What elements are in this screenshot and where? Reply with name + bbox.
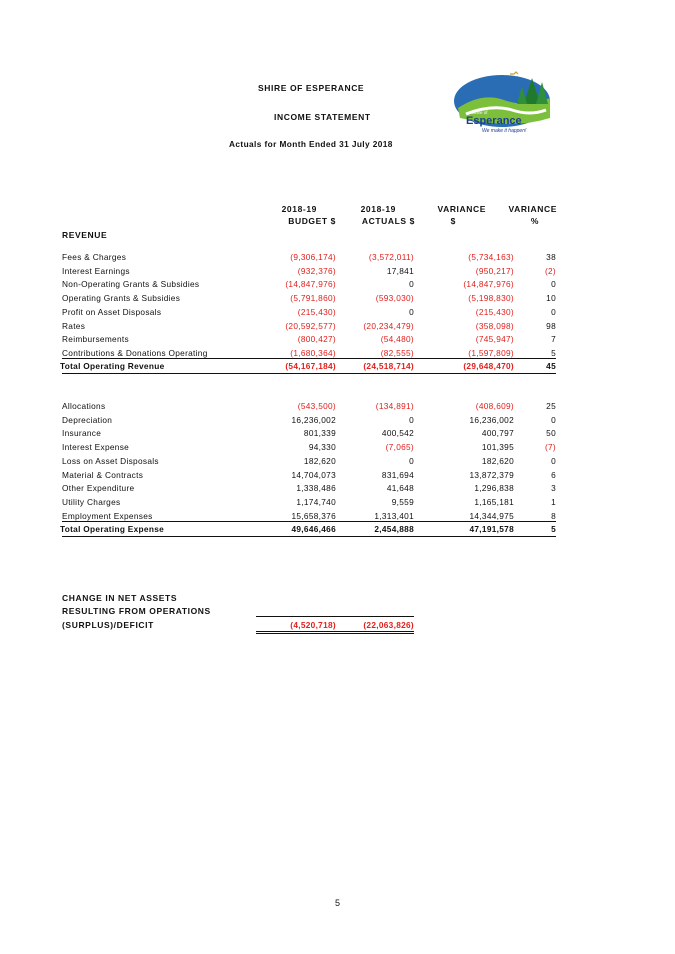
expense-row-actual: 41,648 <box>386 483 414 494</box>
expense-row-variance: 16,236,002 <box>469 414 514 425</box>
statement-title: INCOME STATEMENT <box>274 112 371 122</box>
revenue-row-variance-pct: 7 <box>551 334 556 345</box>
expense-row-label: Interest Expense <box>62 442 130 453</box>
expense-row-label: Insurance <box>62 428 102 439</box>
expense-row-label: Material & Contracts <box>62 469 144 480</box>
shire-logo <box>452 70 556 138</box>
revenue-row-budget: (215,430) <box>297 306 336 317</box>
revenue-row-label: Rates <box>62 320 86 331</box>
revenue-row-label: Non-Operating Grants & Subsidies <box>62 279 200 290</box>
net-actual: (22,063,826) <box>363 620 414 630</box>
revenue-row-budget: (9,306,174) <box>290 252 336 262</box>
net-budget: (4,520,718) <box>290 620 336 630</box>
col-budget-label: BUDGET $ <box>288 216 336 226</box>
expense-row-actual: (134,891) <box>375 401 414 411</box>
revenue-row-budget: (14,847,976) <box>285 279 336 290</box>
net-heading-2: RESULTING FROM OPERATIONS <box>62 606 211 616</box>
expense-row-budget: 16,236,002 <box>291 414 336 425</box>
revenue-row-label: Interest Earnings <box>62 265 130 276</box>
revenue-row-actual: (20,234,479) <box>363 320 414 331</box>
col-variance-label: VARIANCE <box>437 204 486 214</box>
net-top-rule <box>256 616 414 617</box>
statement-period: Actuals for Month Ended 31 July 2018 <box>229 139 393 149</box>
revenue-row-budget: (800,427) <box>297 334 336 345</box>
revenue-row-actual: (54,480) <box>380 334 414 345</box>
expense-row-variance-pct: 6 <box>551 469 556 480</box>
logo-small-text: Shire of <box>472 110 488 115</box>
revenue-row-variance: (14,847,976) <box>463 279 514 290</box>
expense-row-label: Employment Expenses <box>62 510 153 521</box>
revenue-heading: REVENUE <box>62 230 108 240</box>
revenue-row-variance-pct: 38 <box>546 252 556 262</box>
revenue-row-budget: (932,376) <box>297 265 336 276</box>
expense-row-variance: 400,797 <box>481 428 514 439</box>
expense-row-variance: 1,296,838 <box>474 483 514 494</box>
revenue-row-actual: (3,572,011) <box>368 252 414 262</box>
expense-row-budget: 182,620 <box>303 455 336 466</box>
expense-total-actual: 2,454,888 <box>374 524 414 534</box>
expense-row-budget: 14,704,073 <box>291 469 336 480</box>
revenue-total-variance: (29,648,470) <box>463 361 514 371</box>
revenue-row-variance: (358,098) <box>475 320 514 331</box>
revenue-row-variance: (5,198,830) <box>468 293 514 304</box>
revenue-row-actual: 0 <box>409 306 414 317</box>
expense-total-variance-pct: 5 <box>551 524 556 534</box>
revenue-row-label: Operating Grants & Subsidies <box>62 293 181 304</box>
expense-row-budget: (543,500) <box>297 401 336 411</box>
expense-row-budget: 15,658,376 <box>291 510 336 521</box>
expense-row-budget: 1,338,486 <box>296 483 336 494</box>
revenue-row-budget: (1,680,364) <box>290 347 336 358</box>
expense-row-budget: 94,330 <box>308 442 336 453</box>
expense-row-label: Depreciation <box>62 414 113 425</box>
revenue-row-variance: (950,217) <box>475 265 514 276</box>
revenue-row-variance: (215,430) <box>475 306 514 317</box>
revenue-row-variance: (1,597,809) <box>468 347 514 358</box>
revenue-row-actual: 0 <box>409 279 414 290</box>
expense-row-label: Loss on Asset Disposals <box>62 455 159 466</box>
logo-name: Esperance <box>466 115 522 127</box>
revenue-row-variance-pct: 10 <box>546 293 556 304</box>
revenue-row-variance-pct: 5 <box>551 347 556 358</box>
revenue-row-variance-pct: 0 <box>551 279 556 290</box>
revenue-row-variance-pct: 98 <box>546 320 556 331</box>
expense-row-variance-pct: 0 <box>551 455 556 466</box>
col-actuals-label: ACTUALS $ <box>361 216 415 226</box>
logo-tagline: We make it happen! <box>482 128 527 134</box>
expense-row-budget: 1,174,740 <box>296 496 336 507</box>
revenue-row-variance-pct: 0 <box>551 306 556 317</box>
revenue-total-bottom-rule <box>62 373 556 374</box>
revenue-row-actual: 17,841 <box>386 265 414 276</box>
revenue-total-top-rule <box>62 358 556 359</box>
expense-row-budget: 801,339 <box>303 428 336 439</box>
net-heading-3: (SURPLUS)/DEFICIT <box>62 620 154 630</box>
expense-row-variance-pct: (7) <box>544 442 556 453</box>
expense-row-label: Allocations <box>62 401 106 411</box>
expense-row-actual: 1,313,401 <box>374 510 414 521</box>
revenue-row-actual: (593,030) <box>375 293 414 304</box>
net-double-rule-2 <box>256 633 414 634</box>
net-double-rule-1 <box>256 631 414 632</box>
page-number: 5 <box>334 898 340 908</box>
expense-row-variance-pct: 50 <box>546 428 556 439</box>
revenue-row-label: Fees & Charges <box>62 252 127 262</box>
expense-row-variance-pct: 25 <box>546 401 556 411</box>
revenue-total-label: Total Operating Revenue <box>60 361 165 371</box>
expense-row-variance: 182,620 <box>481 455 514 466</box>
expense-row-actual: 0 <box>409 414 414 425</box>
expense-row-actual: (7,065) <box>385 442 414 453</box>
expense-row-variance-pct: 3 <box>551 483 556 494</box>
revenue-total-variance-pct: 45 <box>546 361 556 371</box>
col-actuals-year: 2018-19 <box>360 204 396 214</box>
expense-row-variance: 101,395 <box>481 442 514 453</box>
revenue-row-actual: (82,555) <box>380 347 414 358</box>
revenue-row-variance-pct: (2) <box>544 265 556 276</box>
expense-row-actual: 400,542 <box>381 428 414 439</box>
revenue-row-label: Profit on Asset Disposals <box>62 306 162 317</box>
expense-row-label: Other Expenditure <box>62 483 135 494</box>
expense-row-actual: 9,559 <box>391 496 414 507</box>
expense-row-variance: 1,165,181 <box>474 496 514 507</box>
expense-row-variance: (408,609) <box>475 401 514 411</box>
expense-total-bottom-rule <box>62 536 556 537</box>
expense-row-actual: 831,694 <box>381 469 414 480</box>
col-variance-pct-label: VARIANCE <box>508 204 557 214</box>
expense-total-top-rule <box>62 521 556 522</box>
expense-total-budget: 49,646,466 <box>291 524 336 534</box>
expense-row-variance-pct: 1 <box>551 496 556 507</box>
expense-row-label: Utility Charges <box>62 496 121 507</box>
col-budget-year: 2018-19 <box>281 204 317 214</box>
expense-row-variance: 14,344,975 <box>469 510 514 521</box>
revenue-row-variance: (5,734,163) <box>468 252 514 262</box>
revenue-total-actual: (24,518,714) <box>363 361 414 371</box>
revenue-row-budget: (5,791,860) <box>290 293 336 304</box>
col-variance-unit: $ <box>450 216 456 226</box>
expense-row-actual: 0 <box>409 455 414 466</box>
revenue-total-budget: (54,167,184) <box>285 361 336 371</box>
expense-total-label: Total Operating Expense <box>60 524 165 534</box>
revenue-row-variance: (745,947) <box>475 334 514 345</box>
revenue-row-label: Contributions & Donations Operating <box>62 347 208 358</box>
expense-row-variance-pct: 0 <box>551 414 556 425</box>
revenue-row-label: Reimbursements <box>62 334 129 345</box>
revenue-row-budget: (20,592,577) <box>285 320 336 331</box>
col-variance-pct-unit: % <box>530 216 539 226</box>
expense-row-variance: 13,872,379 <box>469 469 514 480</box>
net-heading-1: CHANGE IN NET ASSETS <box>62 593 178 603</box>
expense-total-variance: 47,191,578 <box>469 524 514 534</box>
expense-row-variance-pct: 8 <box>551 510 556 521</box>
org-name: SHIRE OF ESPERANCE <box>258 83 365 93</box>
